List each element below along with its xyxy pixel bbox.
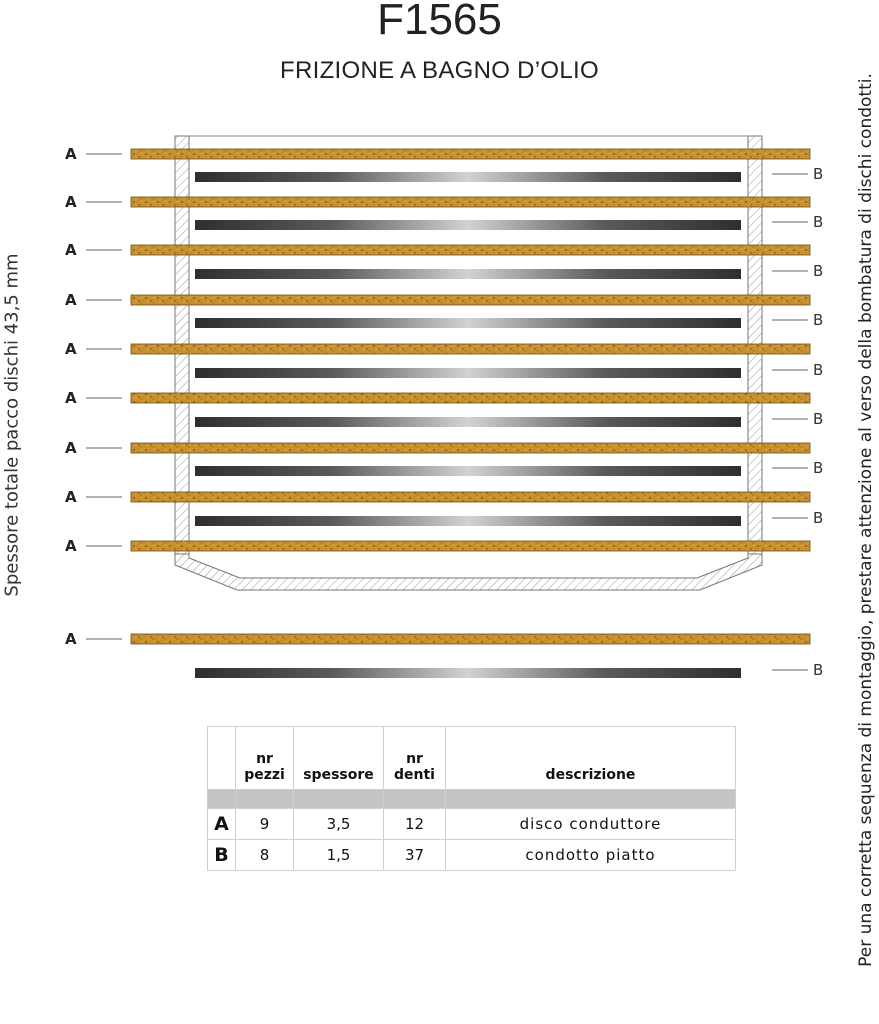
steel-disc xyxy=(195,516,741,526)
friction-disc xyxy=(131,295,810,305)
friction-disc xyxy=(131,541,810,551)
label-b: B xyxy=(813,459,824,477)
label-a: A xyxy=(65,537,77,555)
friction-disc xyxy=(131,245,810,255)
steel-disc xyxy=(195,417,741,427)
friction-disc xyxy=(131,492,810,502)
header-nr-denti: nr denti xyxy=(384,727,446,790)
steel-disc xyxy=(195,318,741,328)
row-a-code: A xyxy=(208,809,236,840)
label-a: A xyxy=(65,241,77,259)
assembly-note-text: Per una corretta sequenza di montaggio, prestare attenzione al verso della bombatura di dischi condotti. xyxy=(856,73,876,967)
steel-disc xyxy=(195,220,741,230)
row-b-spessore: 1,5 xyxy=(294,840,384,871)
label-a: A xyxy=(65,630,77,648)
label-a: A xyxy=(65,389,77,407)
row-b-pezzi: 8 xyxy=(236,840,294,871)
label-b: B xyxy=(813,410,824,428)
label-b: B xyxy=(813,509,824,527)
label-b: B xyxy=(813,213,824,231)
label-a: A xyxy=(65,488,77,506)
table-row xyxy=(208,809,736,840)
row-a-denti: 12 xyxy=(384,809,446,840)
friction-disc xyxy=(131,197,810,207)
row-b-denti: 37 xyxy=(384,840,446,871)
total-thickness-text: Spessore totale pacco dischi 43,5 mm xyxy=(1,253,23,597)
table-header-row xyxy=(208,727,736,790)
header-descrizione: descrizione xyxy=(446,727,736,790)
steel-disc xyxy=(195,668,741,678)
friction-disc xyxy=(131,344,810,354)
row-b-code: B xyxy=(208,840,236,871)
header-nr-pezzi: nr pezzi xyxy=(236,727,294,790)
label-b: B xyxy=(813,661,824,679)
header-code xyxy=(208,727,236,790)
label-a: A xyxy=(65,145,77,163)
steel-disc xyxy=(195,269,741,279)
page-subtitle: FRIZIONE A BAGNO D’OLIO xyxy=(280,57,599,84)
table-row xyxy=(208,840,736,871)
label-b: B xyxy=(813,361,824,379)
label-a: A xyxy=(65,439,77,457)
row-a-pezzi: 9 xyxy=(236,809,294,840)
label-b: B xyxy=(813,165,824,183)
header-spessore: spessore xyxy=(294,727,384,790)
steel-disc xyxy=(195,466,741,476)
row-a-descrizione: disco conduttore xyxy=(446,809,736,840)
page-title: F1565 xyxy=(377,0,502,44)
steel-disc xyxy=(195,172,741,182)
label-a: A xyxy=(65,340,77,358)
label-a: A xyxy=(65,291,77,309)
label-a: A xyxy=(65,193,77,211)
steel-disc xyxy=(195,368,741,378)
label-b: B xyxy=(813,262,824,280)
table-separator-row xyxy=(208,790,736,809)
row-a-spessore: 3,5 xyxy=(294,809,384,840)
label-b: B xyxy=(813,311,824,329)
row-b-descrizione: condotto piatto xyxy=(446,840,736,871)
parts-table xyxy=(207,726,736,871)
friction-disc xyxy=(131,149,810,159)
friction-disc xyxy=(131,634,810,644)
friction-disc xyxy=(131,393,810,403)
friction-disc xyxy=(131,443,810,453)
